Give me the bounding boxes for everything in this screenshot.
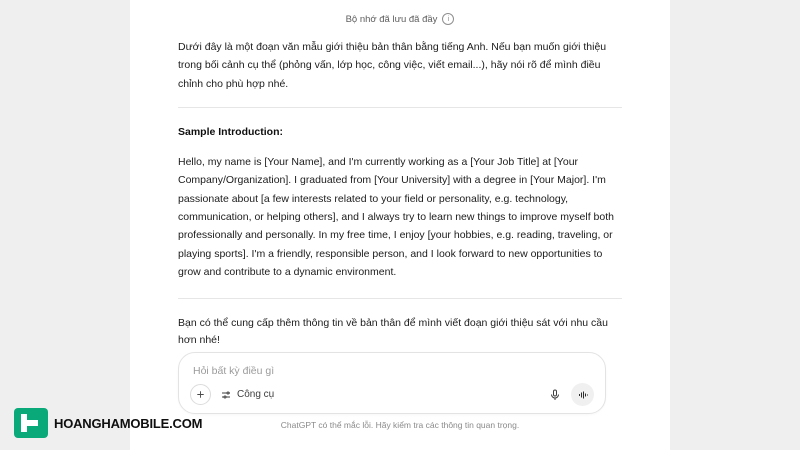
message-composer[interactable]: [178, 352, 606, 414]
tools-button[interactable]: [220, 389, 274, 401]
voice-wave-icon[interactable]: [571, 383, 594, 406]
watermark-text: HOANGHAMOBILE.COM: [54, 415, 203, 431]
sample-introduction-title: Sample Introduction:: [178, 126, 283, 139]
composer-toolbar: [179, 383, 605, 406]
sliders-icon: [220, 389, 232, 401]
divider-bottom: [178, 298, 622, 299]
memory-status-label: Bộ nhớ đã lưu đã đầy: [345, 13, 438, 25]
assistant-followup-question: Bạn có thể cung cấp thêm thông tin về bản thân để mình viết đoạn giới thiệu sát với nhu cầu hơn nhé!: [178, 316, 608, 347]
microphone-icon[interactable]: [546, 386, 564, 404]
memory-status-bar[interactable]: [130, 0, 670, 38]
composer-input[interactable]: Hỏi bất kỳ điều gì: [193, 365, 275, 377]
watermark: [14, 408, 202, 438]
watermark-logo-icon: [14, 408, 48, 438]
tools-button-label: Công cụ: [237, 389, 275, 400]
divider-top: [178, 107, 622, 108]
composer-container: [178, 352, 606, 414]
footer-disclaimer: ChatGPT có thể mắc lỗi. Hãy kiểm tra các thông tin quan trọng.: [280, 420, 520, 430]
message-thread: [130, 38, 670, 375]
assistant-intro-paragraph: Dưới đây là một đoạn văn mẫu giới thiệu bản thân bằng tiếng Anh. Nếu bạn muốn giới thiệu trong bối cảnh cụ thể (phỏng vấn, lớp học, công việc, viết email...), hãy nói rõ để mình điều chỉnh cho phù hợp nhé.: [178, 41, 607, 90]
add-attachment-button[interactable]: [190, 384, 211, 405]
sample-introduction-body: Hello, my name is [Your Name], and I'm currently working as a [Your Job Title] at [Your Company/Organization]. I graduated from [Your University] with a degree in [Your Major]. I'm passionate about [a few interests related to your field or personality, e.g. technology, communication, or helping others], and I always try to learn new things to improve myself both professionally and personally. In my free time, I enjoy [your hobbies, e.g. reading, traveling, or playing sports]. I'm a friendly, responsible person, and I look forward to new opportunities to grow and contribute to a dynamic environment.: [178, 155, 614, 279]
info-icon[interactable]: i: [442, 13, 454, 25]
